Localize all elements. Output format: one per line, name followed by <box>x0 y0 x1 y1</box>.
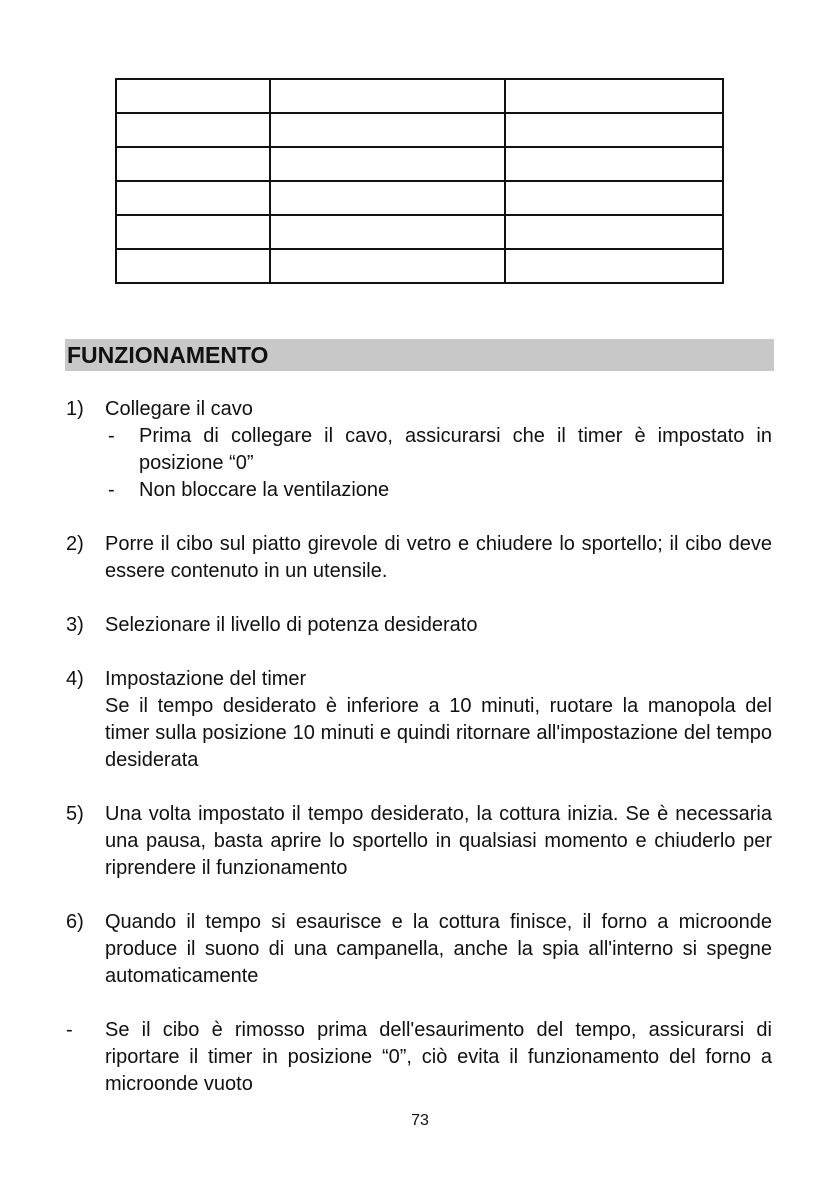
sub-item-text: Non bloccare la ventilazione <box>139 479 390 501</box>
item-text: Selezionare il livello di potenza desiderato <box>105 614 478 636</box>
table-row <box>116 79 723 113</box>
item-body <box>105 612 772 639</box>
table-cell <box>116 249 270 283</box>
item-text: Porre il cibo sul piatto girevole di vetro e chiudere lo sportello; il cibo deve essere contenuto in un utensile. <box>105 533 772 582</box>
table-cell <box>116 113 270 147</box>
table-row <box>116 249 723 283</box>
table-cell <box>270 147 504 181</box>
table-cell <box>270 249 504 283</box>
list-item <box>66 666 772 774</box>
item-number: 1) <box>66 398 84 420</box>
table-cell <box>505 113 723 147</box>
list-item <box>66 1017 772 1098</box>
sub-item-marker: - <box>108 425 115 447</box>
item-number: 5) <box>66 803 84 825</box>
table-cell <box>505 181 723 215</box>
list-item <box>66 531 772 585</box>
list-item <box>66 909 772 990</box>
item-number: 4) <box>66 668 84 690</box>
table-cell <box>505 147 723 181</box>
table-row <box>116 181 723 215</box>
item-text: Una volta impostato il tempo desiderato, la cottura inizia. Se è necessaria una pausa, basta aprire lo sportello in qualsiasi momento e chiuderlo per riprendere il funzionamento <box>105 803 772 879</box>
table-row <box>116 147 723 181</box>
item-body <box>105 396 772 504</box>
sub-item-marker: - <box>108 479 115 501</box>
table-cell <box>116 215 270 249</box>
item-number: 3) <box>66 614 84 636</box>
item-body <box>105 1017 772 1098</box>
page-number: 73 <box>411 1112 429 1129</box>
item-text: Quando il tempo si esaurisce e la cottura finisce, il forno a microonde produce il suono di una campanella, anche la spia all'interno si spegne automaticamente <box>105 911 772 987</box>
table-cell <box>505 249 723 283</box>
empty-table <box>115 78 724 284</box>
sub-item-text: Prima di collegare il cavo, assicurarsi che il timer è impostato in posizione “0” <box>139 425 772 474</box>
table-cell <box>505 215 723 249</box>
item-text: Impostazione del timer <box>105 668 307 690</box>
table-cell <box>116 147 270 181</box>
table-cell <box>505 79 723 113</box>
item-number: 6) <box>66 911 84 933</box>
list-item <box>66 801 772 882</box>
item-number: 2) <box>66 533 84 555</box>
sub-item <box>105 477 772 504</box>
item-text: Collegare il cavo <box>105 398 253 420</box>
item-body <box>105 909 772 990</box>
item-marker: - <box>66 1019 73 1041</box>
table-row <box>116 215 723 249</box>
item-body <box>105 531 772 585</box>
table-row <box>116 113 723 147</box>
list-item <box>66 396 772 504</box>
table-cell <box>270 113 504 147</box>
item-body <box>105 801 772 882</box>
list-item <box>66 612 772 639</box>
sub-item <box>105 423 772 477</box>
item-body <box>105 666 772 774</box>
table-cell <box>270 181 504 215</box>
table-cell <box>270 215 504 249</box>
instructions-list <box>66 396 772 1125</box>
item-text: Se il cibo è rimosso prima dell'esaurimento del tempo, assicurarsi di riportare il timer in posizione “0”, ciò evita il funzionamento del forno a microonde vuoto <box>105 1019 772 1095</box>
table-cell <box>116 181 270 215</box>
table-cell <box>116 79 270 113</box>
item-text-continued: Se il tempo desiderato è inferiore a 10 minuti, ruotare la manopola del timer sulla posizione 10 minuti e quindi ritornare all'impostazione del tempo desiderata <box>105 695 772 771</box>
table-cell <box>270 79 504 113</box>
section-heading: FUNZIONAMENTO <box>65 339 774 371</box>
